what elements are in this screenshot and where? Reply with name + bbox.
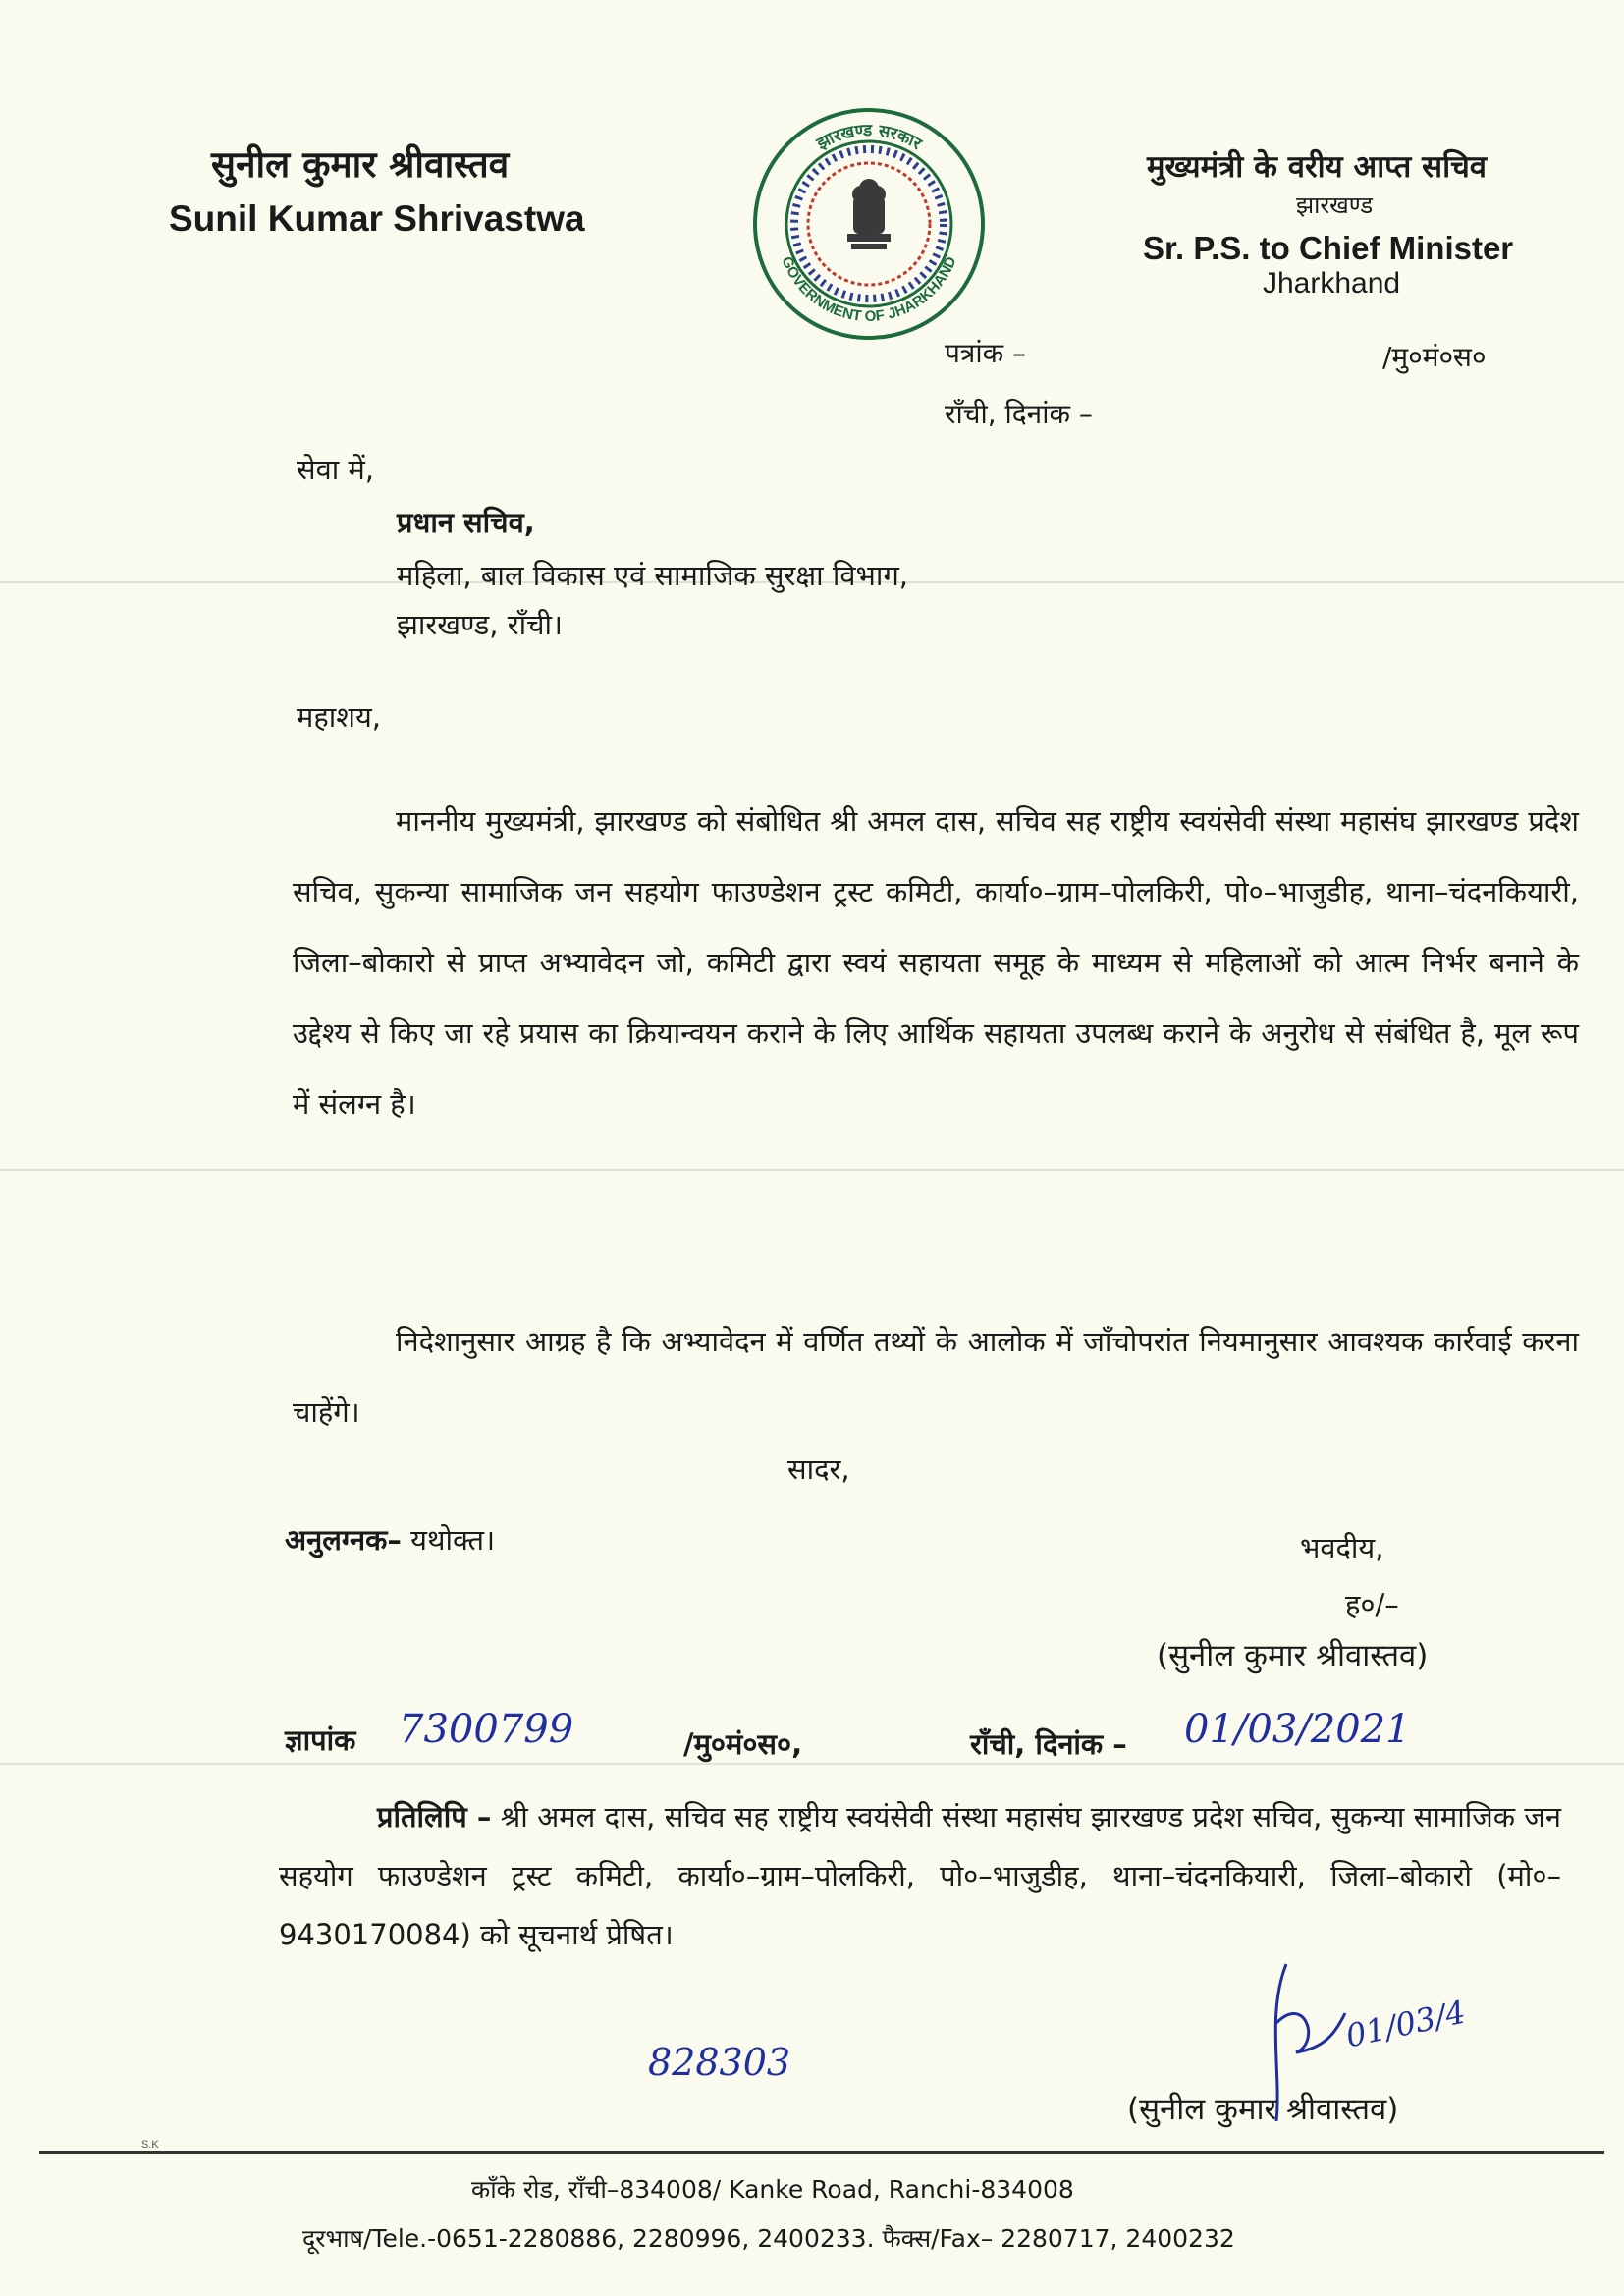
paragraph-text: माननीय मुख्यमंत्री, झारखण्ड को संबोधित श्री अमल दास, सचिव सह राष्ट्रीय स्वयंसेवी संस्था महासंघ झारखण्ड प्रदेश सचिव, सुकन्या सामाजिक जन सहयोग फाउण्डेशन ट्रस्ट कमिटी, कार्या०–ग्राम–पोलकिरी, पो०–भाजुडीह, थाना–चंदनकियारी, जिला–बोकारो से प्राप्त अभ्यावेदन जो, कमिटी द्वारा स्वयं सहायता समूह के माध्यम से महिलाओं को आत्म निर्भर बनाने के उद्देश्य से किए जा रहे प्रयास का क्रियान्वयन कराने के लिए आर्थिक सहायता उपलब्ध कराने के अनुरोध से संबंधित है, मूल रूप में संलग्न है। bbox=[293, 804, 1579, 1121]
handwritten-number: 828303 bbox=[648, 2041, 791, 2084]
footer-initials: S.K bbox=[141, 2139, 159, 2151]
addressee-location: झारखण्ड, राँची। bbox=[397, 608, 564, 641]
paper-fold-line bbox=[0, 1763, 1624, 1765]
footer-divider bbox=[39, 2151, 1604, 2154]
body-paragraph-2 bbox=[293, 1306, 1579, 1448]
copy-signatory-name: (सुनील कुमार श्रीवास्तव) bbox=[1127, 2092, 1399, 2127]
state-hindi: झारखण्ड bbox=[1296, 191, 1374, 219]
designation-hindi: मुख्यमंत्री के वरीय आप्त सचिव bbox=[1147, 149, 1488, 185]
paper-fold-line bbox=[0, 1169, 1624, 1171]
footer-address: काँके रोड, राँची–834008/ Kanke Road, Ranchi-834008 bbox=[471, 2175, 1074, 2204]
emblem-icon bbox=[847, 179, 891, 249]
government-seal bbox=[751, 106, 987, 342]
patrank-suffix: /मु०मं०स० bbox=[1382, 341, 1487, 373]
seal-top-text: झारखण्ड सरकार bbox=[813, 120, 925, 154]
seva-me: सेवा में, bbox=[297, 453, 375, 486]
copy-paragraph bbox=[279, 1787, 1561, 1964]
memo-label: ज्ञापांक bbox=[285, 1723, 356, 1757]
memo-date-label: राँची, दिनांक – bbox=[970, 1727, 1127, 1761]
enclosure-value: यथोक्त। bbox=[410, 1523, 496, 1557]
memo-date-handwritten: 01/03/2021 bbox=[1184, 1707, 1411, 1752]
paragraph-text: निदेशानुसार आग्रह है कि अभ्यावेदन में वर्णित तथ्यों के आलोक में जाँचोपरांत नियमानुसार आवश्यक कार्रवाई करना चाहेंगे। bbox=[293, 1325, 1579, 1429]
saadar: सादर, bbox=[787, 1452, 850, 1486]
signatory-name: (सुनील कुमार श्रीवास्तव) bbox=[1157, 1638, 1429, 1673]
signature-date: 01/03/4 bbox=[1342, 1993, 1469, 2055]
date-label: राँची, दिनांक – bbox=[945, 398, 1093, 430]
signed-mark: ह०/– bbox=[1345, 1588, 1399, 1621]
sender-name-hindi: सुनील कुमार श्रीवास्तव bbox=[211, 143, 510, 186]
bhavdiya: भवदीय, bbox=[1300, 1531, 1384, 1564]
svg-text:झारखण्ड सरकार bbox=[813, 121, 926, 154]
memo-suffix: /मु०मं०स०, bbox=[683, 1727, 803, 1761]
seal-bottom-text: GOVERNMENT OF JHARKHAND bbox=[778, 253, 960, 326]
enclosure bbox=[285, 1520, 495, 1558]
copy-label: प्रतिलिपि – bbox=[377, 1800, 492, 1833]
enclosure-label: अनुलग्नक– bbox=[285, 1523, 402, 1557]
designation-english: Sr. P.S. to Chief Minister bbox=[1143, 230, 1514, 266]
addressee-department: महिला, बाल विकास एवं सामाजिक सुरक्षा विभाग, bbox=[397, 559, 908, 592]
salutation: महाशय, bbox=[297, 700, 382, 734]
patrank-label: पत्रांक – bbox=[945, 337, 1027, 369]
copy-text: श्री अमल दास, सचिव सह राष्ट्रीय स्वयंसेवी संस्था महासंघ झारखण्ड प्रदेश सचिव, सुकन्या सामाजिक जन सहयोग फाउण्डेशन ट्रस्ट कमिटी, कार्या०–ग्राम–पोलकिरी, पो०–भाजुडीह, थाना–चंदनकियारी, जिला–बोकारो (मो०–9430170084) को सूचनार्थ प्रेषित। bbox=[279, 1800, 1561, 1951]
state-english: Jharkhand bbox=[1263, 267, 1401, 300]
addressee-title: प्रधान सचिव, bbox=[397, 506, 535, 539]
memo-number-handwritten: 7300799 bbox=[399, 1707, 574, 1752]
sender-name-english: Sunil Kumar Shrivastwa bbox=[169, 198, 585, 239]
body-paragraph-1 bbox=[293, 786, 1579, 1139]
footer-phone: दूरभाष/Tele.-0651-2280886, 2280996, 2400233. फैक्स/Fax– 2280717, 2400232 bbox=[302, 2224, 1235, 2253]
svg-text:GOVERNMENT OF JHARKHAND bbox=[778, 254, 959, 325]
